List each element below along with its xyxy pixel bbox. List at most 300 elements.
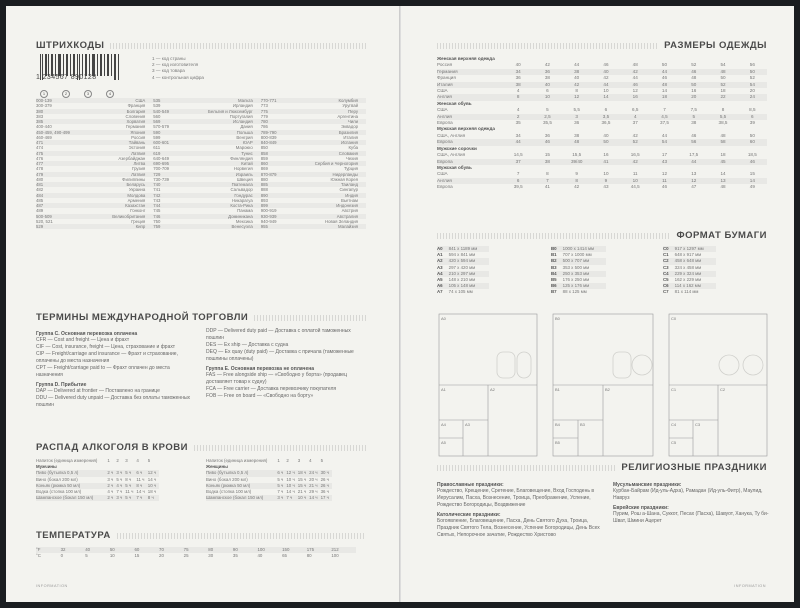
table-cell: 4	[516, 88, 520, 94]
table-cell: Кипр	[135, 224, 146, 229]
format-name: C6	[663, 283, 669, 289]
table-cell: Малайзия	[337, 224, 358, 229]
table-cell: 000-139	[36, 98, 52, 103]
table-cell: 58	[720, 139, 726, 145]
format-size: 210 x 297 мм	[448, 270, 476, 276]
table-cell: 599	[153, 134, 161, 140]
table-cell: Тайвань	[128, 140, 146, 145]
table-cell: Франция	[127, 103, 146, 109]
table-cell: Финляндия	[230, 155, 253, 161]
table-cell: 49	[749, 184, 755, 190]
table-cell: Европа	[437, 120, 453, 126]
table-cell: 4	[516, 107, 520, 113]
table-cell: 34	[515, 132, 521, 138]
table-cell: 43	[603, 184, 609, 190]
barcode-country-table	[36, 98, 366, 229]
table-cell: Грузия	[131, 166, 146, 172]
table-cell: 460-469	[36, 134, 52, 140]
table-row	[663, 289, 716, 295]
table-cell: Венгрия	[236, 134, 253, 140]
table-cell: 14	[749, 177, 755, 183]
table-cell: 12	[632, 88, 638, 94]
table-cell: Ирландия	[232, 103, 253, 109]
table-cell: 42	[632, 158, 638, 164]
orthodox-heading: Православные праздники:	[437, 482, 504, 488]
table-cell: 42	[632, 132, 638, 138]
table-cell: 2 ч	[107, 470, 114, 476]
format-name: B5	[551, 277, 557, 283]
table-cell: 888	[260, 187, 268, 193]
table-cell: 20	[749, 88, 755, 94]
table-cell: 36	[515, 75, 521, 81]
table-cell: 5	[546, 107, 549, 113]
format-size: 162 x 229 мм	[674, 277, 702, 283]
temperature-table	[36, 547, 356, 559]
table-cell: Гватемала	[231, 182, 253, 187]
table-cell: 18	[661, 94, 668, 100]
table-cell: 46	[661, 184, 668, 190]
table-cell: 540-549	[153, 108, 170, 114]
table-cell: 744	[153, 203, 161, 208]
table-cell: 611	[153, 145, 161, 151]
table-cell: Литва	[133, 161, 146, 166]
table-cell: 44	[574, 62, 580, 68]
trade-term: DDP — Delivered duty paid — Доставка с оплатой таможенных пошлин	[206, 328, 351, 341]
column-header: 3	[125, 458, 128, 463]
diagram-label-a5: A5	[441, 440, 446, 445]
table-cell: 893	[260, 197, 268, 203]
format-size: 420 x 594 мм	[448, 258, 476, 264]
column-header: 5	[147, 458, 151, 463]
table-cell: 380	[36, 108, 44, 114]
table-cell: 746	[153, 213, 161, 219]
paper-c-table	[663, 246, 716, 296]
trade-term: FOB — Free on board — «Свободно на борту»	[206, 393, 314, 399]
trade-term: DAP — Delivered at frontier — Поставлено на границе	[36, 388, 160, 394]
table-cell: Колумбия	[338, 98, 358, 103]
table-cell: 860	[260, 161, 268, 166]
table-cell: 11	[662, 177, 667, 183]
table-cell: 5 ч	[116, 476, 123, 482]
table-cell: 70	[159, 547, 164, 552]
table-cell: 741	[153, 187, 161, 193]
table-cell: Шампанское (бокал 150 мл)	[206, 495, 264, 501]
table-cell: 10	[544, 94, 550, 100]
table-cell: 44	[515, 139, 521, 145]
muslim-list: Курбан-Байрам (Ид-уль-Адха), Рамадан (Ид-уль-Фитр), Маулид, Навруз	[613, 488, 763, 501]
table-cell: 42	[603, 75, 609, 81]
diagram-label-a3: A3	[465, 422, 470, 427]
diagram-label-a4: A4	[441, 422, 446, 427]
format-size: 917 x 1297 мм	[674, 246, 704, 251]
table-cell: Япония	[130, 129, 146, 135]
table-cell: 14 ч	[286, 489, 295, 495]
temperature-title: ТЕМПЕРАТУРА	[36, 530, 111, 541]
format-name: B6	[551, 283, 557, 289]
table-cell: Болгария	[126, 108, 146, 114]
table-cell: Европа	[437, 139, 453, 145]
table-cell: 476	[36, 155, 44, 161]
left-page	[6, 6, 400, 602]
table-cell: 16	[603, 152, 609, 158]
table-cell: 742	[153, 192, 161, 198]
table-cell: Аргентина	[337, 113, 358, 119]
trade-term: DEQ — Ex quay (duty paid) — Доставка с причала (таможенные пошлины оплачены)	[206, 349, 354, 362]
table-cell: 750	[153, 218, 161, 224]
table-cell: Пиво (бутылка 0,5 л)	[36, 470, 79, 476]
table-cell: 42	[544, 62, 550, 68]
table-cell: 858	[260, 150, 268, 156]
table-cell: Казахстан	[125, 203, 146, 208]
table-cell: 10	[632, 177, 638, 183]
table-cell: 890	[260, 192, 268, 198]
column-header: 4	[309, 458, 312, 463]
table-cell: 786	[260, 124, 268, 130]
table-cell: Латвия	[131, 171, 146, 177]
table-cell: 38	[515, 81, 521, 87]
format-name: A2	[437, 258, 443, 264]
table-cell: 479	[36, 171, 44, 177]
table-cell: Куба	[348, 145, 358, 151]
table-cell: Исландия	[232, 119, 253, 124]
jewish-list: Пурим, Рош а-Шана, Суккот, Песах (Пасха), Шавуот, Ханука, Ту би-Шват, Шмини Ацерет	[613, 511, 769, 524]
table-cell: 478	[36, 166, 44, 172]
table-cell: 38	[574, 132, 580, 138]
table-cell: Коньяк (рюмка 50 мл)	[36, 482, 81, 488]
format-size: 114 x 162 мм	[674, 283, 701, 289]
table-cell: 480	[36, 176, 44, 182]
table-cell: США	[135, 98, 146, 103]
legend-item: 3 — код товара	[152, 68, 185, 74]
table-cell: 80	[306, 553, 312, 559]
legend-item: 4 — контрольная цифра	[152, 74, 204, 80]
table-cell: 300-379	[36, 103, 52, 109]
format-name: B0	[551, 246, 557, 251]
table-cell: 14	[603, 94, 609, 100]
table-cell: 25	[183, 553, 189, 559]
format-size: 353 x 500 мм	[562, 264, 590, 270]
table-cell: 619	[153, 150, 161, 156]
diagram-label-c1: C1	[671, 387, 677, 392]
orthodox-list: Рождество, Крещение, Сретение, Благовещение, Вход Господень в Иерусалим, Пасха, Вознесение, Троица, Преображение, Успение, Рождество Богородицы, Воздвижение	[437, 488, 594, 508]
barcode-legend	[152, 56, 204, 81]
table-cell: 52	[691, 62, 697, 68]
format-name: A4	[437, 270, 443, 276]
alcohol-men-table	[36, 458, 159, 501]
table-cell: Вьетнам	[340, 197, 358, 203]
table-cell: 8	[721, 107, 725, 113]
table-cell: 38	[544, 75, 550, 81]
format-size: 74 x 105 мм	[448, 289, 473, 295]
table-cell: 6	[546, 88, 549, 94]
group-label: Мужчины	[36, 464, 57, 470]
table-cell: 40	[515, 62, 521, 68]
format-size: 125 x 176 мм	[562, 283, 590, 289]
table-cell: 10	[109, 553, 115, 559]
barcodes-header	[36, 40, 366, 51]
table-cell: 48	[720, 68, 726, 74]
table-cell: 45	[720, 158, 726, 164]
table-cell: 54	[720, 62, 726, 68]
format-name: C5	[663, 277, 669, 283]
format-name: A5	[437, 277, 443, 283]
table-cell: 14	[720, 171, 726, 177]
table-cell: 39,5	[513, 184, 523, 190]
table-cell: Украина	[128, 187, 146, 193]
table-cell: 7	[546, 177, 549, 183]
table-cell: Бразилия	[338, 129, 358, 135]
table-cell: 46	[749, 158, 755, 164]
table-cell: Шампанское (бокал 150 мл)	[36, 495, 94, 501]
table-cell: 383	[36, 113, 44, 119]
diagram-label-b1: B1	[555, 387, 560, 392]
table-cell: 8,5	[749, 107, 756, 113]
notebook-spread	[6, 6, 794, 602]
format-name: A0	[437, 246, 443, 251]
barcode-callouts: 1 2 3 4	[40, 90, 114, 98]
legend-item: 2 — код изготовителя	[152, 62, 199, 68]
table-cell: 8	[575, 88, 578, 94]
table-cell: Пиво (бутылка 0,5 л)	[206, 470, 249, 476]
table-cell: 475	[36, 150, 44, 156]
table-cell: 3 ч	[107, 476, 114, 482]
table-cell: 7 ч	[286, 495, 293, 501]
barcode-digits: 1 234567 890128	[36, 74, 97, 81]
table-cell: 899	[260, 203, 268, 208]
table-cell: 50	[603, 139, 609, 145]
diagram-label-b3: B3	[580, 422, 585, 427]
table-cell: Бельгия и Люксембург	[208, 108, 253, 114]
table-cell: 56	[749, 62, 755, 68]
table-cell: 38	[544, 158, 550, 164]
table-cell: 18 ч	[147, 489, 157, 495]
paper-header	[437, 230, 767, 241]
table-cell: 50	[749, 132, 755, 138]
table-cell: 24 ч	[309, 470, 318, 476]
table-cell: 36	[544, 132, 550, 138]
table-cell: Германия	[126, 124, 146, 130]
table-cell: Словения	[125, 113, 146, 119]
table-cell: Азербайджан	[118, 155, 146, 161]
table-cell: 20 ч	[309, 476, 318, 482]
table-cell: 779	[260, 113, 268, 119]
table-cell: 477	[36, 161, 44, 166]
group-label: Женская верхняя одежда	[437, 56, 495, 61]
table-row	[36, 495, 159, 501]
table-cell: 700-709	[153, 166, 170, 172]
table-cell: 471	[36, 140, 44, 145]
table-cell: Мексика	[235, 218, 253, 224]
clothing-title: РАЗМЕРЫ ОДЕЖДЫ	[664, 40, 767, 51]
table-cell: 30 ч	[320, 470, 329, 476]
format-size: 500 x 707 мм	[562, 258, 590, 264]
table-cell: 39	[749, 120, 755, 126]
table-cell: 6 ч	[277, 470, 284, 476]
table-cell: 529	[36, 224, 44, 229]
table-cell: 15 ч	[297, 476, 307, 482]
table-cell: 12	[661, 171, 668, 177]
table-cell: 41	[603, 158, 609, 164]
table-cell: Европа	[437, 158, 453, 164]
format-name: A6	[437, 283, 443, 289]
table-cell: Нидерланды	[332, 171, 358, 177]
column-header: 5	[320, 458, 324, 463]
table-cell: 5 ч	[277, 482, 284, 488]
trade-terms-left	[36, 328, 196, 409]
table-cell: 26 ч	[320, 476, 329, 482]
table-cell: 385	[36, 119, 44, 124]
format-size: 176 x 250 мм	[562, 277, 590, 283]
table-cell: 44	[661, 68, 668, 74]
clothing-size-table	[437, 56, 767, 191]
table-cell: 2,5	[544, 113, 551, 119]
table-cell: 6,5	[632, 107, 639, 113]
table-cell: 930-939	[260, 213, 277, 219]
format-size: 297 x 420 мм	[448, 264, 476, 270]
alcohol-title: РАСПАД АЛКОГОЛЯ В КРОВИ	[36, 442, 188, 453]
table-cell: 44	[603, 81, 609, 87]
table-cell: Тунис	[241, 150, 253, 156]
paper-format-diagram	[437, 312, 769, 460]
table-cell: Мальта	[237, 98, 253, 103]
table-cell: 500-509	[36, 213, 52, 219]
table-cell: 37	[515, 158, 521, 164]
alcohol-header	[36, 442, 366, 453]
format-name: C1	[663, 252, 669, 258]
table-cell: Перу	[348, 108, 358, 114]
table-cell: 100	[331, 553, 339, 559]
table-cell: 485	[36, 197, 44, 203]
table-cell: 35	[515, 120, 521, 126]
table-cell: 16,5	[630, 152, 640, 158]
table-row	[437, 289, 489, 295]
table-cell: Сербия и Черногория	[314, 161, 358, 166]
table-cell: 535	[153, 98, 161, 103]
table-cell: 54	[749, 81, 755, 87]
table-cell: 8 ч	[147, 495, 154, 501]
table-cell: Чили	[347, 119, 358, 124]
table-cell: 46	[544, 139, 550, 145]
table-cell: США, Англия	[437, 132, 466, 138]
table-cell: 5 ч	[125, 482, 132, 488]
table-cell: 47	[691, 184, 697, 190]
table-cell: Эстония	[128, 145, 146, 151]
religious-left-col	[437, 482, 605, 539]
table-cell: 770-771	[260, 98, 277, 103]
table-cell: 3,5	[602, 113, 610, 119]
table-cell: 745	[153, 208, 161, 214]
table-cell: 54	[661, 139, 668, 145]
group-label: Женская обувь	[437, 100, 472, 106]
table-cell: 50	[720, 75, 726, 81]
table-cell: 482	[36, 187, 44, 193]
column-header: 1	[277, 458, 280, 463]
format-name: B4	[551, 270, 557, 276]
table-cell: Гонконг	[130, 208, 146, 214]
table-cell: 14,5	[513, 152, 523, 158]
trade-term: DES — Ex ship — Доставка с судна	[206, 342, 289, 348]
table-cell: 20	[159, 553, 164, 559]
table-cell: 12	[574, 94, 580, 100]
table-cell: 6	[604, 107, 608, 113]
table-cell: 759	[153, 224, 161, 229]
table-cell: 6	[516, 177, 520, 183]
table-cell: 35	[232, 553, 238, 559]
table-cell: США	[437, 107, 448, 113]
clothing-header	[437, 40, 767, 51]
table-cell: 474	[36, 145, 44, 151]
table-cell: 729	[153, 171, 161, 177]
table-cell: 17,5	[689, 152, 699, 158]
table-cell: 10 ч	[286, 476, 295, 482]
table-cell: 39/40	[570, 158, 583, 164]
religious-title: РЕЛИГИОЗНЫЕ ПРАЗДНИКИ	[621, 462, 767, 473]
table-cell: 34	[515, 68, 521, 74]
table-cell: Франция	[437, 75, 456, 81]
table-cell: 52	[749, 75, 755, 81]
table-cell: 48	[632, 62, 638, 68]
table-cell: 489	[36, 208, 44, 214]
table-cell: 7,5	[690, 107, 697, 113]
diagram-label-a1: A1	[441, 387, 446, 392]
table-cell: 60	[749, 139, 755, 145]
table-cell: 32	[60, 547, 66, 552]
format-name: B2	[551, 258, 557, 264]
table-cell: 773	[260, 103, 268, 109]
paper-title: ФОРМАТ БУМАГИ	[676, 230, 767, 241]
table-cell: 5 ч	[277, 476, 284, 482]
trade-group-heading: Группа E. Основная перевозка не оплачена	[206, 366, 315, 372]
table-cell: 44	[632, 75, 638, 81]
trade-header	[36, 312, 366, 323]
trade-group-heading: Группа D. Прибытие	[36, 382, 87, 388]
table-cell: 40	[603, 68, 609, 74]
trade-title: ТЕРМИНЫ МЕЖДУНАРОДНОЙ ТОРГОВЛИ	[36, 312, 249, 323]
table-cell: 11 ч	[136, 476, 145, 482]
diagram-label-c4: C4	[671, 422, 677, 427]
table-cell: 44	[691, 158, 697, 164]
table-cell: ЮАР	[242, 140, 253, 145]
table-cell: 48	[691, 75, 697, 81]
table-cell: 21 ч	[309, 482, 318, 488]
jewish-heading: Еврейские праздники:	[613, 505, 669, 511]
diagram-label-c3: C3	[695, 422, 701, 427]
muslim-heading: Мусульманские праздники:	[613, 482, 682, 488]
table-cell: Англия	[437, 94, 452, 100]
table-cell: 7	[516, 171, 520, 177]
table-cell: 940-949	[260, 218, 277, 224]
table-cell: 18	[720, 152, 726, 158]
table-cell: 8 ч	[125, 476, 132, 482]
table-cell: 5,5	[719, 113, 727, 119]
format-size: 88 x 125 мм	[562, 289, 587, 295]
table-cell: 20	[691, 94, 697, 100]
table-cell: 65	[282, 553, 287, 559]
table-cell: 29 ч	[309, 489, 318, 495]
table-cell: 10	[603, 171, 609, 177]
table-cell: 6	[751, 113, 754, 119]
table-cell: 743	[153, 197, 161, 203]
table-cell: Греция	[131, 218, 146, 224]
table-cell: Англия	[437, 113, 452, 119]
format-size: 105 x 148 мм	[448, 283, 476, 289]
table-cell: 5	[85, 553, 88, 559]
table-cell: 30	[208, 553, 214, 559]
table-cell: 8	[516, 94, 520, 100]
table-cell: Великобритания	[112, 213, 146, 219]
table-cell: 50	[109, 547, 115, 552]
table-cell: США, Англия	[437, 152, 466, 158]
